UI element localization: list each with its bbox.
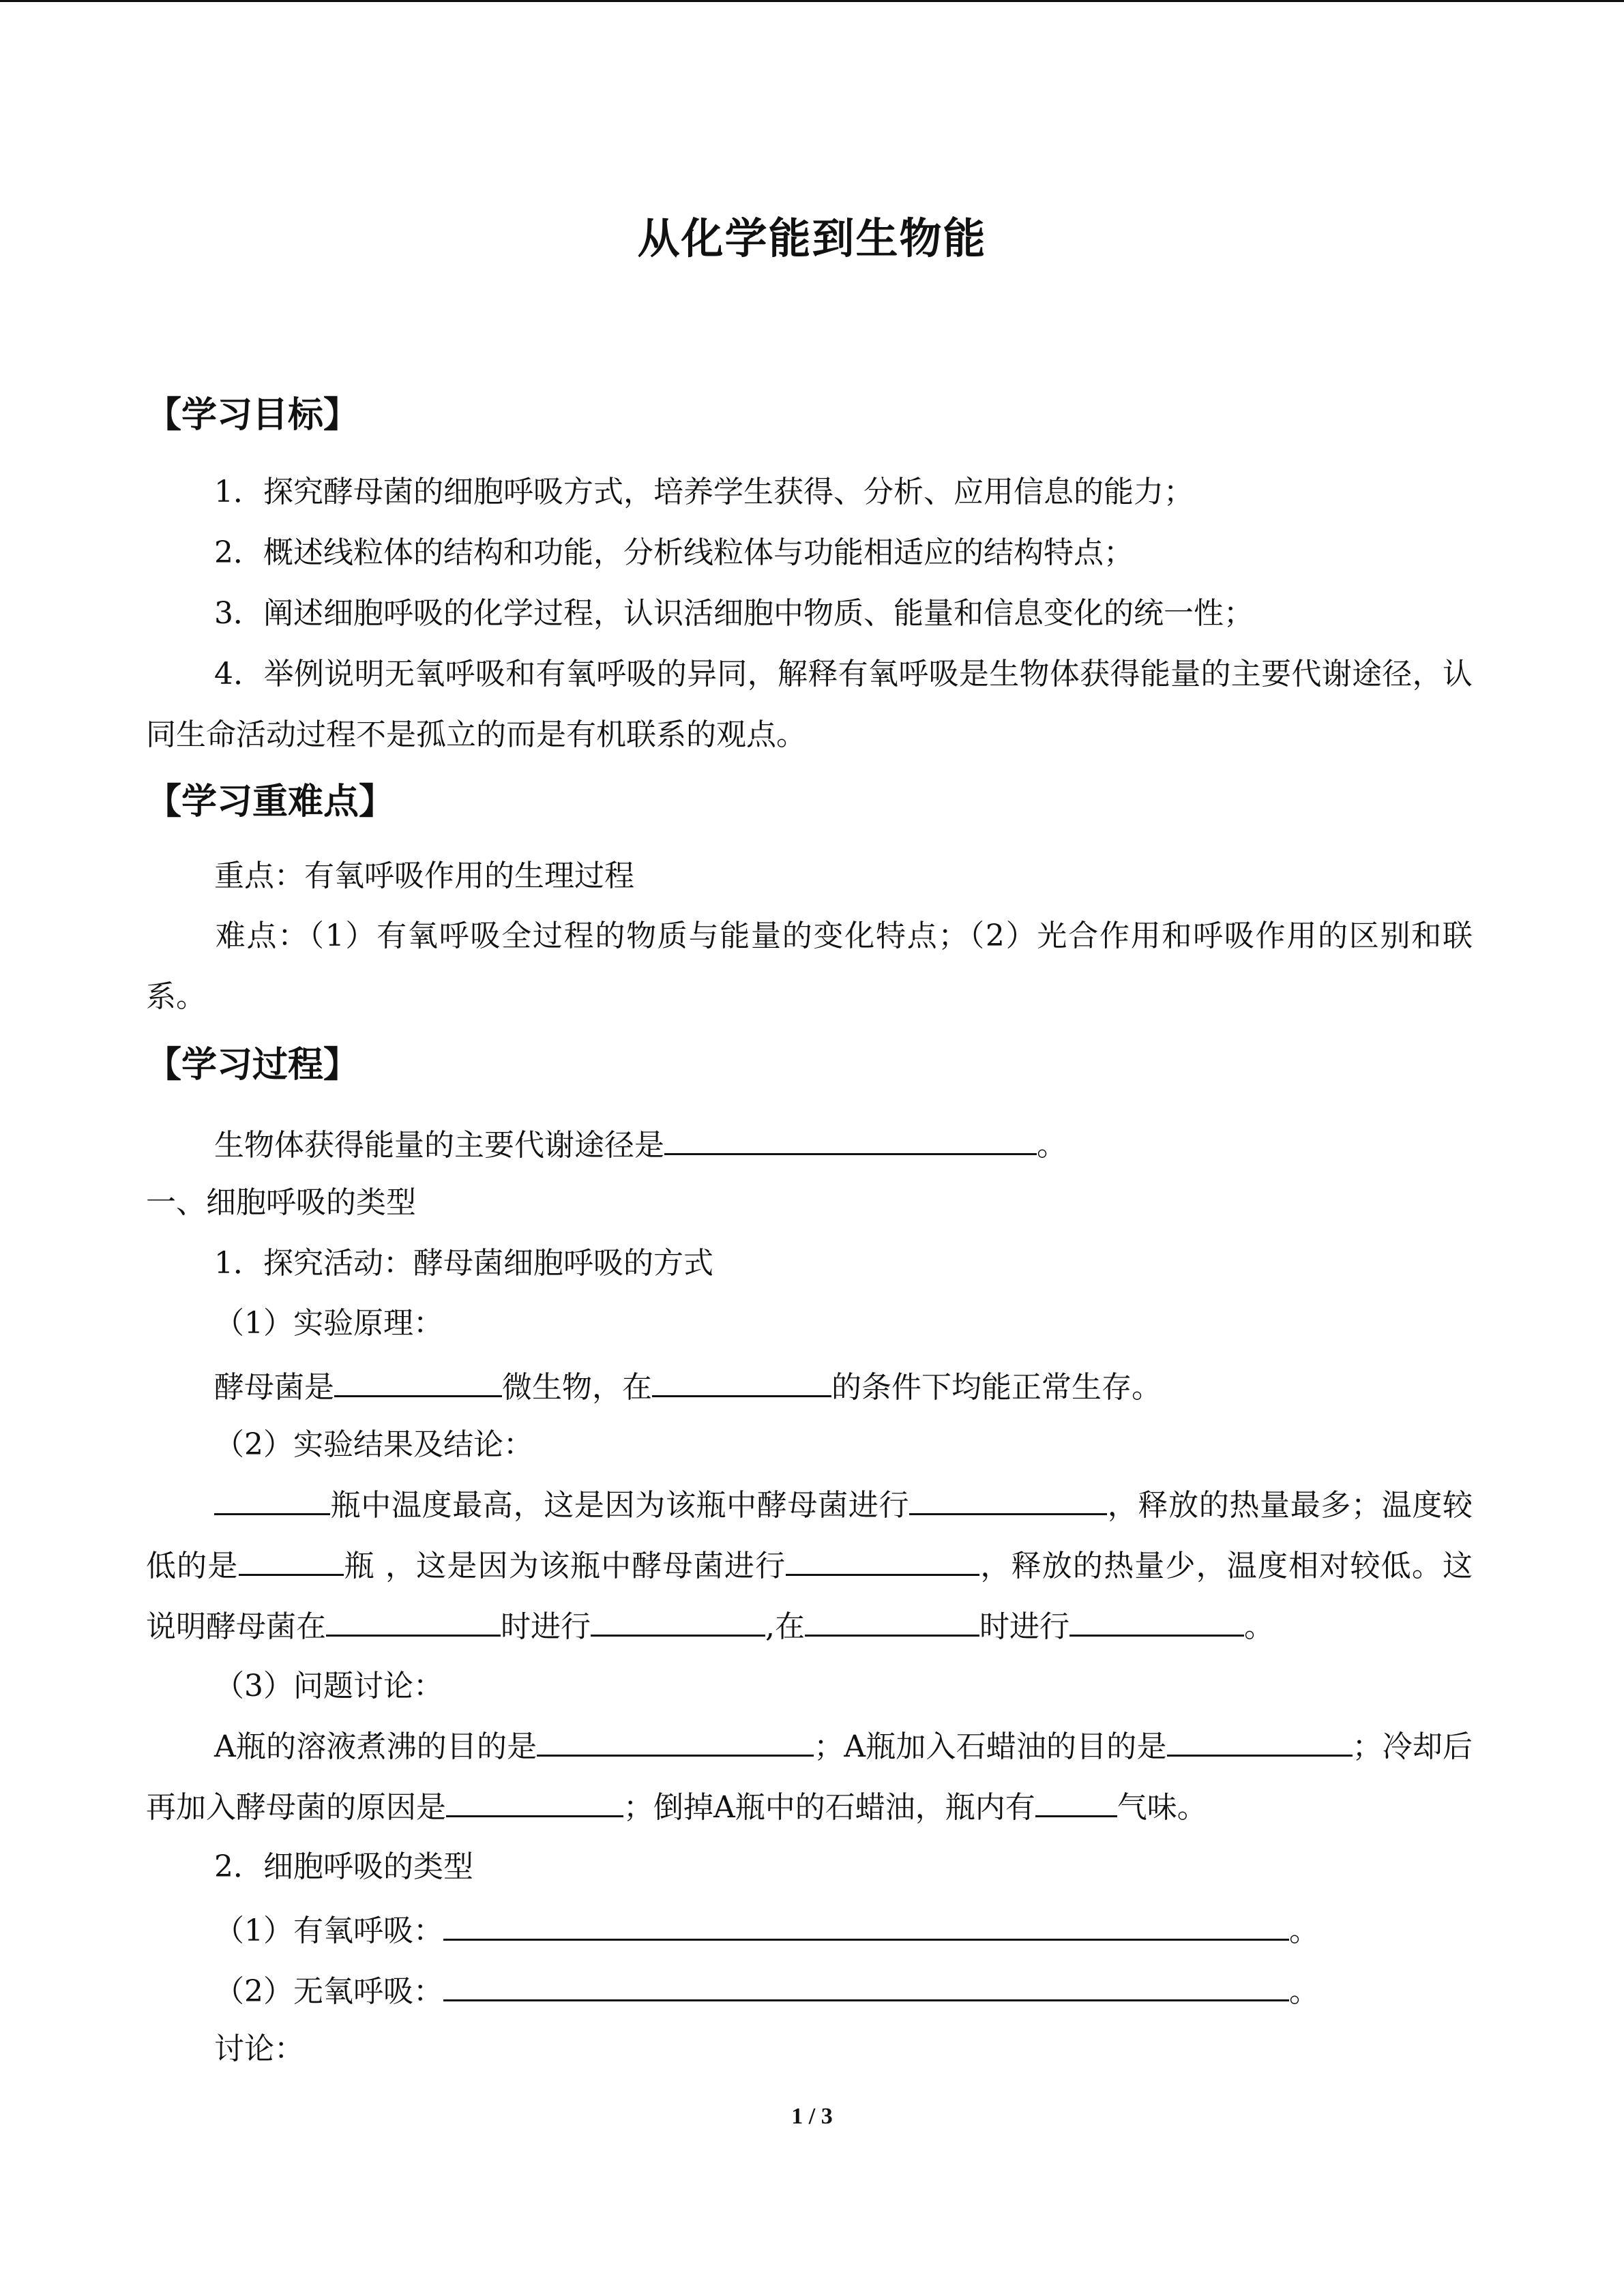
objectives-heading: 【学习目标】 <box>146 395 359 436</box>
aerobic-line: （1）有氧呼吸： 。 <box>214 1907 1319 1952</box>
process-heading: 【学习过程】 <box>146 1045 359 1086</box>
fill-blank[interactable] <box>334 1364 502 1397</box>
fill-blank[interactable] <box>326 1603 501 1637</box>
intro-line: 生物体获得能量的主要代谢途径是 。 <box>214 1122 1067 1166</box>
results-label: （2）实验结果及结论： <box>214 1427 533 1462</box>
fill-blank[interactable] <box>239 1542 344 1576</box>
page-title: 从化学能到生物能 <box>637 213 987 263</box>
fill-blank[interactable] <box>537 1723 814 1757</box>
fill-blank[interactable] <box>664 1122 1037 1155</box>
key-point: 重点：有氧呼吸作用的生理过程 <box>214 859 634 893</box>
fill-blank[interactable] <box>443 1907 1289 1941</box>
anaerobic-line: （2）无氧呼吸： 。 <box>214 1968 1319 2012</box>
fill-blank[interactable] <box>443 1968 1289 2001</box>
keypoints-heading: 【学习重难点】 <box>146 781 395 822</box>
fill-blank[interactable] <box>786 1542 979 1576</box>
fill-blank[interactable] <box>1035 1784 1117 1817</box>
fill-blank[interactable] <box>446 1784 623 1817</box>
fill-blank[interactable] <box>652 1364 831 1397</box>
activity-title: 1．探究活动：酵母菌细胞呼吸的方式 <box>214 1246 713 1281</box>
section-1-title: 一、细胞呼吸的类型 <box>146 1185 416 1220</box>
discussion-paragraph: A瓶的溶液煮沸的目的是 ；A瓶加入石蜡油的目的是 ；冷却后再加入酵母菌的原因是 ；倒掉A瓶中的石蜡油，瓶内有 气味。 <box>146 1716 1473 1838</box>
types-title: 2．细胞呼吸的类型 <box>214 1849 473 1884</box>
objective-item: 3．阐述细胞呼吸的化学过程，认识活细胞中物质、能量和信息变化的统一性； <box>214 596 1254 631</box>
discuss-label: 讨论： <box>214 2031 304 2066</box>
objective-item-wrapped: 4．举例说明无氧呼吸和有氧呼吸的异同，解释有氧呼吸是生物体获得能量的主要代谢途径，认同生命活动过程不是孤立的而是有机联系的观点。 <box>146 657 1473 752</box>
results-paragraph: 瓶中温度最高，这是因为该瓶中酵母菌进行 ，释放的热量最多；温度较低的是 瓶 ，这是因为该瓶中酵母菌进行 ，释放的热量少，温度相对较低。这说明酵母菌在 时进行 ,在 时进行 。 <box>146 1475 1473 1657</box>
fill-blank[interactable] <box>591 1603 765 1637</box>
principle-label: （1）实验原理： <box>214 1306 443 1341</box>
fill-blank[interactable] <box>1167 1723 1353 1757</box>
principle-line: 酵母菌是 微生物，在 的条件下均能正常生存。 <box>214 1364 1162 1408</box>
objective-item: 1．探究酵母菌的细胞呼吸方式，培养学生获得、分析、应用信息的能力； <box>214 475 1194 509</box>
objective-item: 2．概述线粒体的结构和功能，分析线粒体与功能相适应的结构特点； <box>214 535 1134 570</box>
fill-blank[interactable] <box>1069 1603 1244 1637</box>
discussion-label: （3）问题讨论： <box>214 1669 443 1703</box>
fill-blank[interactable] <box>805 1603 979 1637</box>
fill-blank[interactable] <box>214 1482 330 1515</box>
difficult-point: 难点：（1）有氧呼吸全过程的物质与能量的变化特点；（2）光合作用和呼吸作用的区别和联系。 <box>146 919 1473 1014</box>
page-number: 1 / 3 <box>791 2104 833 2129</box>
fill-blank[interactable] <box>909 1482 1107 1515</box>
